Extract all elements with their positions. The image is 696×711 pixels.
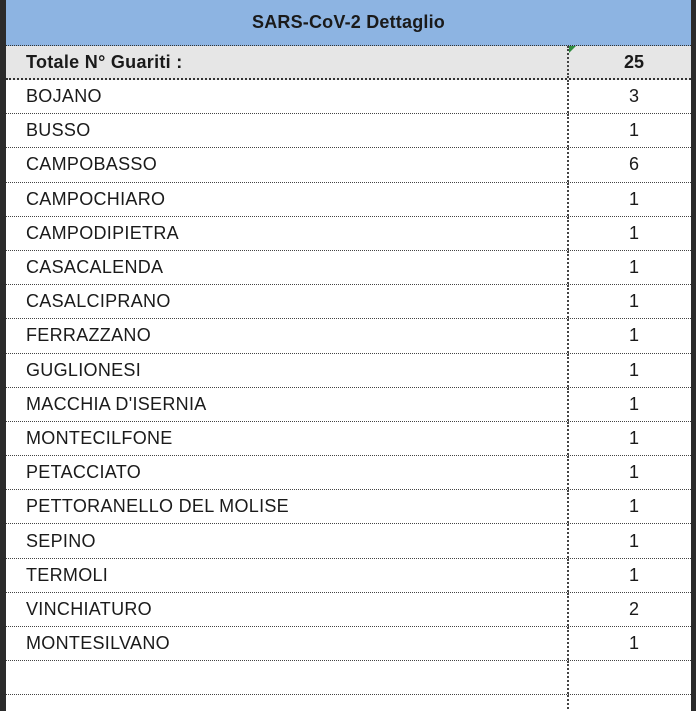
total-value-cell[interactable] <box>569 46 691 78</box>
municipality-name[interactable]: PETTORANELLO DEL MOLISE <box>6 490 569 523</box>
recovered-count[interactable]: 1 <box>628 427 639 448</box>
recovered-count[interactable]: 3 <box>628 86 639 107</box>
municipality-name[interactable]: BOJANO <box>6 80 569 113</box>
municipality-name[interactable]: CAMPODIPIETRA <box>6 217 569 250</box>
recovered-count[interactable]: 1 <box>628 496 639 517</box>
recovered-count[interactable]: 1 <box>628 564 639 585</box>
municipality-name[interactable]: CAMPOCHIARO <box>6 183 569 216</box>
total-label[interactable]: Totale N° Guariti : <box>6 46 569 78</box>
recovered-count[interactable]: 1 <box>628 530 639 551</box>
recovered-count[interactable]: 1 <box>628 257 639 278</box>
municipality-name[interactable]: PETACCIATO <box>6 456 569 489</box>
municipality-name[interactable]: TERMOLI <box>6 559 569 592</box>
recovered-count[interactable]: 1 <box>628 393 639 414</box>
table-row[interactable] <box>6 593 691 627</box>
empty-row[interactable] <box>6 661 691 695</box>
table-row[interactable] <box>6 456 691 490</box>
recovered-count[interactable]: 2 <box>628 598 639 619</box>
recovered-count[interactable]: 6 <box>628 154 639 175</box>
table-row[interactable] <box>6 524 691 558</box>
municipality-name[interactable]: CAMPOBASSO <box>6 148 569 181</box>
empty-name-cell[interactable] <box>6 695 569 711</box>
recovered-count[interactable]: 1 <box>628 325 639 346</box>
empty-value-cell[interactable] <box>569 695 691 711</box>
municipality-name[interactable]: SEPINO <box>6 524 569 557</box>
municipality-name[interactable]: MONTESILVANO <box>6 627 569 660</box>
recovered-count[interactable]: 1 <box>628 359 639 380</box>
table-title[interactable]: SARS-CoV-2 Dettaglio <box>6 0 691 46</box>
municipality-name[interactable]: FERRAZZANO <box>6 319 569 352</box>
municipality-name[interactable]: MACCHIA D'ISERNIA <box>6 388 569 421</box>
table-row[interactable] <box>6 80 691 114</box>
empty-name-cell[interactable] <box>6 661 569 694</box>
municipality-name[interactable]: GUGLIONESI <box>6 354 569 387</box>
municipality-name[interactable]: VINCHIATURO <box>6 593 569 626</box>
cell-comment-marker-icon <box>569 46 576 53</box>
recovered-count[interactable]: 1 <box>628 462 639 483</box>
table-row[interactable] <box>6 627 691 661</box>
total-value: 25 <box>623 51 645 72</box>
table-row[interactable] <box>6 217 691 251</box>
empty-row[interactable] <box>6 695 691 711</box>
table-row[interactable] <box>6 319 691 353</box>
table-row[interactable] <box>6 354 691 388</box>
table-row[interactable] <box>6 490 691 524</box>
table-row[interactable] <box>6 148 691 182</box>
total-row[interactable] <box>6 46 691 80</box>
recovered-count[interactable]: 1 <box>628 188 639 209</box>
recovered-count[interactable]: 1 <box>628 633 639 654</box>
table-row[interactable] <box>6 422 691 456</box>
table-row[interactable] <box>6 114 691 148</box>
table-row[interactable] <box>6 251 691 285</box>
table-row[interactable] <box>6 559 691 593</box>
municipality-name[interactable]: MONTECILFONE <box>6 422 569 455</box>
recovered-count[interactable]: 1 <box>628 222 639 243</box>
empty-value-cell[interactable] <box>569 661 691 694</box>
table-row[interactable] <box>6 285 691 319</box>
recovered-count[interactable]: 1 <box>628 291 639 312</box>
municipality-name[interactable]: BUSSO <box>6 114 569 147</box>
municipality-name[interactable]: CASALCIPRANO <box>6 285 569 318</box>
table-row[interactable] <box>6 183 691 217</box>
recovered-count[interactable]: 1 <box>628 120 639 141</box>
municipality-name[interactable]: CASACALENDA <box>6 251 569 284</box>
table-row[interactable] <box>6 388 691 422</box>
table-body <box>6 80 691 661</box>
